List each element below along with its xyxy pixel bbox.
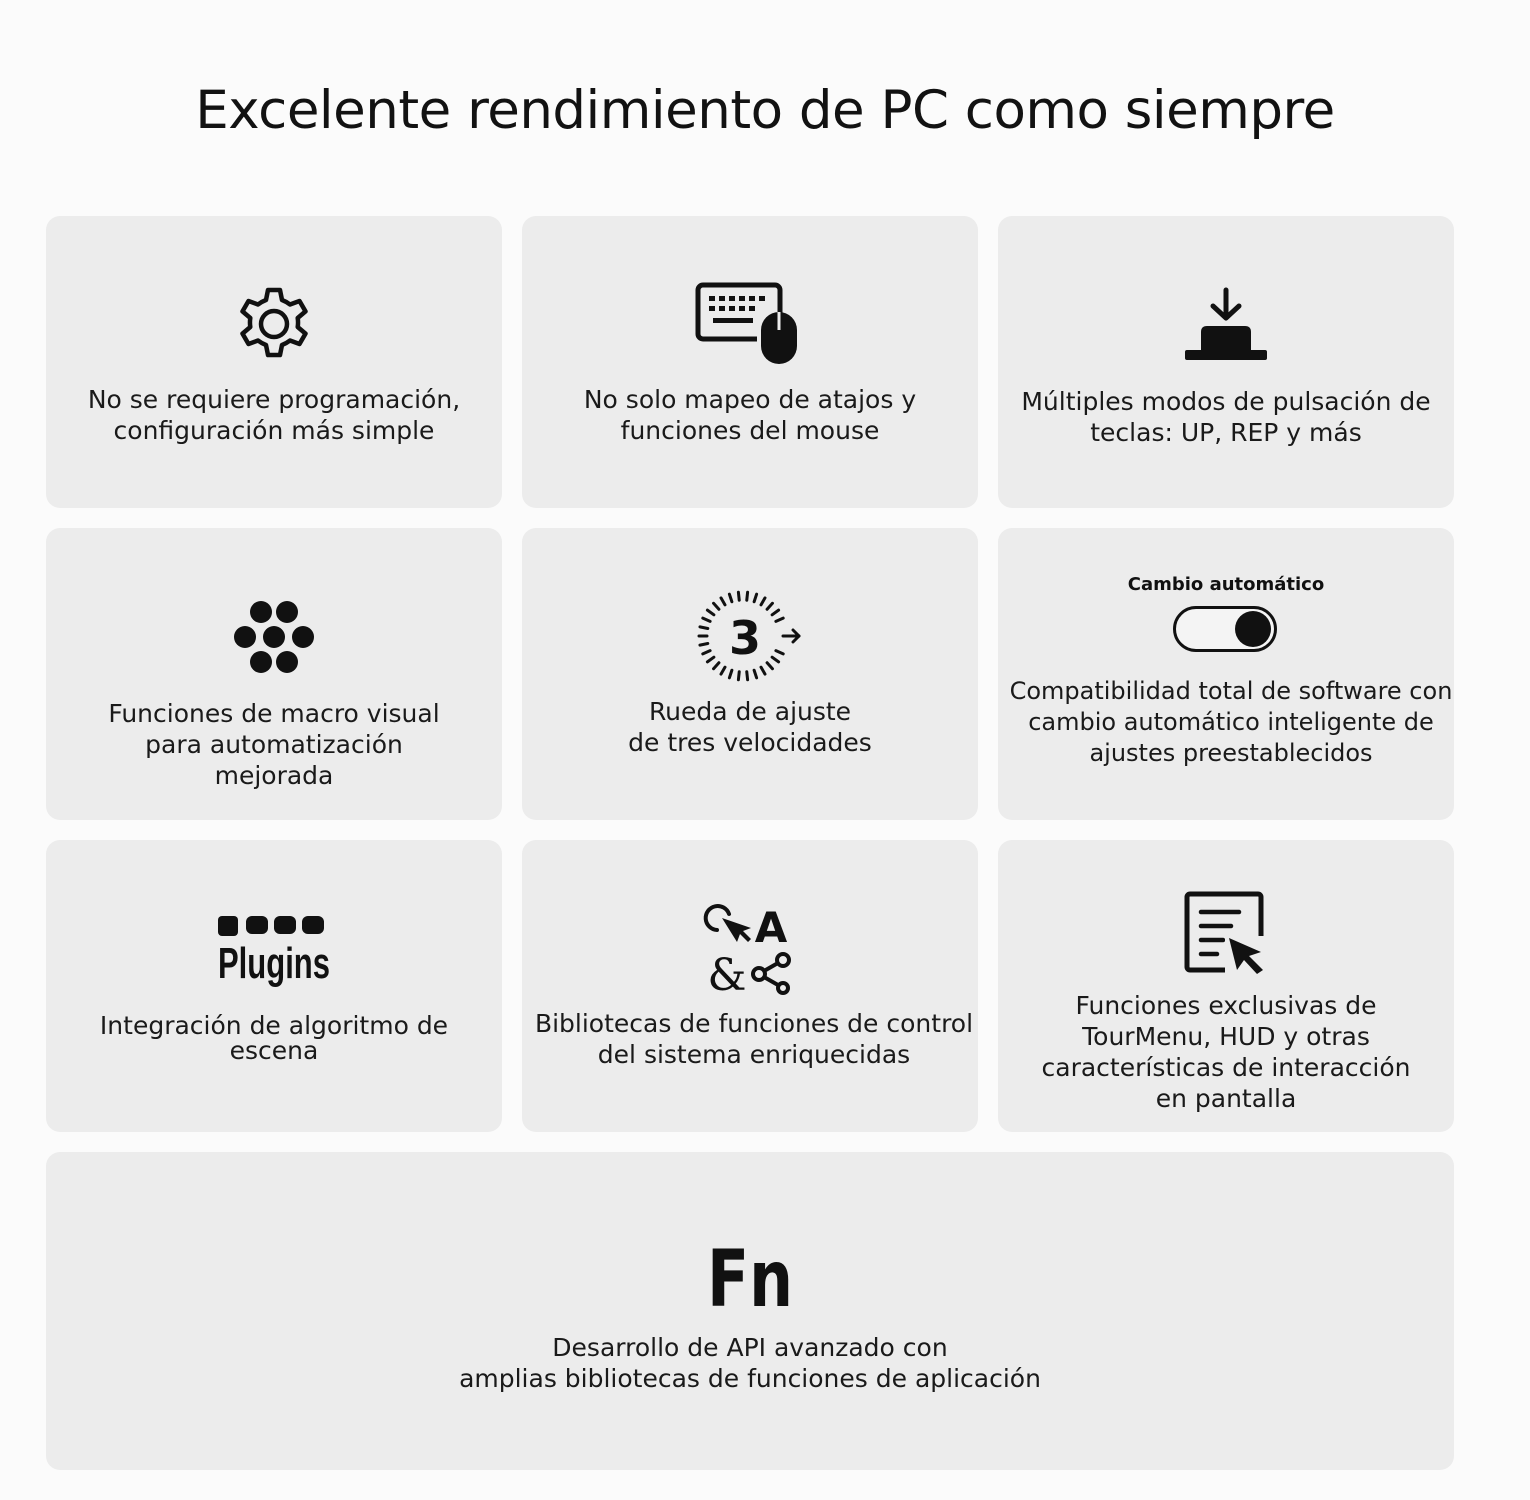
feature-description: Bibliotecas de funciones de control del sistema enriquecidas xyxy=(534,1009,974,1069)
gear-icon xyxy=(232,282,316,366)
feature-card-api-development xyxy=(46,1152,1454,1470)
feature-card-visual-macro xyxy=(46,528,502,820)
dial-tick xyxy=(729,594,731,602)
dial-tick xyxy=(767,663,772,669)
dial-tick xyxy=(761,598,765,605)
feature-card-auto-switch xyxy=(998,528,1454,820)
toggle-knob xyxy=(1235,611,1271,647)
feature-card-screen-interaction xyxy=(998,840,1454,1132)
feature-description: No se requiere programación, configuración más simple xyxy=(87,385,461,445)
dial-tick xyxy=(772,610,778,615)
search-text-share-icon xyxy=(707,903,793,1001)
dial-tick xyxy=(747,672,748,680)
svg-text:A: A xyxy=(754,903,788,952)
feature-description: Rueda de ajuste de tres velocidades xyxy=(628,697,872,757)
feature-card-speed-wheel xyxy=(522,528,978,820)
speed-dial-3-icon xyxy=(695,588,805,684)
feature-card-shortcut-mapping xyxy=(522,216,978,508)
keyboard-mouse-icon xyxy=(695,282,805,366)
dial-tick xyxy=(707,657,713,662)
dial-tick xyxy=(776,618,783,621)
svg-text:Fn: Fn xyxy=(707,1235,793,1325)
svg-text:&: & xyxy=(707,950,747,1001)
feature-description: Integración de algoritmo de escena xyxy=(99,1011,449,1065)
feature-description: Múltiples modos de pulsación de teclas: UP, REP y más xyxy=(1021,387,1431,447)
dial-tick xyxy=(754,670,756,678)
dial-tick xyxy=(747,592,748,600)
plugins-icon xyxy=(216,914,332,988)
document-cursor-icon xyxy=(1183,890,1269,974)
dial-tick xyxy=(721,598,725,605)
dial-number: 3 xyxy=(728,611,762,665)
fn-key-icon xyxy=(705,1235,795,1325)
dial-tick xyxy=(772,657,778,662)
feature-description: Desarrollo de API avanzado con amplias bibliotecas de funciones de aplicación xyxy=(459,1333,1041,1393)
page-title: Excelente rendimiento de PC como siempre xyxy=(195,80,1335,141)
dial-tick xyxy=(714,603,719,609)
dial-tick xyxy=(754,594,756,602)
dial-tick xyxy=(721,667,725,674)
feature-card-key-press-modes xyxy=(998,216,1454,508)
toggle-switch-icon xyxy=(1173,606,1277,652)
toggle-label: Cambio automático xyxy=(1127,574,1325,595)
dial-tick xyxy=(700,627,708,629)
dial-tick xyxy=(714,663,719,669)
dial-tick xyxy=(767,603,772,609)
dial-tick xyxy=(707,610,713,615)
dial-tick xyxy=(738,592,739,600)
dial-tick xyxy=(729,670,731,678)
feature-card-scene-algorithm xyxy=(46,840,502,1132)
dial-tick xyxy=(703,651,710,654)
dial-tick xyxy=(776,651,783,654)
feature-card-no-programming xyxy=(46,216,502,508)
feature-description: Compatibilidad total de software con cambio automático inteligente de ajustes preestablecidos xyxy=(1009,677,1453,767)
svg-text:Plugins: Plugins xyxy=(218,939,330,988)
dial-tick xyxy=(703,618,710,621)
feature-description: No solo mapeo de atajos y funciones del mouse xyxy=(583,385,917,445)
dial-tick xyxy=(700,643,708,645)
feature-description: Funciones de macro visual para automatización mejorada xyxy=(108,699,440,790)
macro-dots-icon xyxy=(232,598,316,676)
dial-tick xyxy=(761,667,765,674)
feature-card-system-libraries xyxy=(522,840,978,1132)
dial-tick xyxy=(738,672,739,680)
download-press-icon xyxy=(1183,286,1269,362)
feature-description: Funciones exclusivas de TourMenu, HUD y otras características de interacción en pantalla xyxy=(1041,991,1411,1113)
